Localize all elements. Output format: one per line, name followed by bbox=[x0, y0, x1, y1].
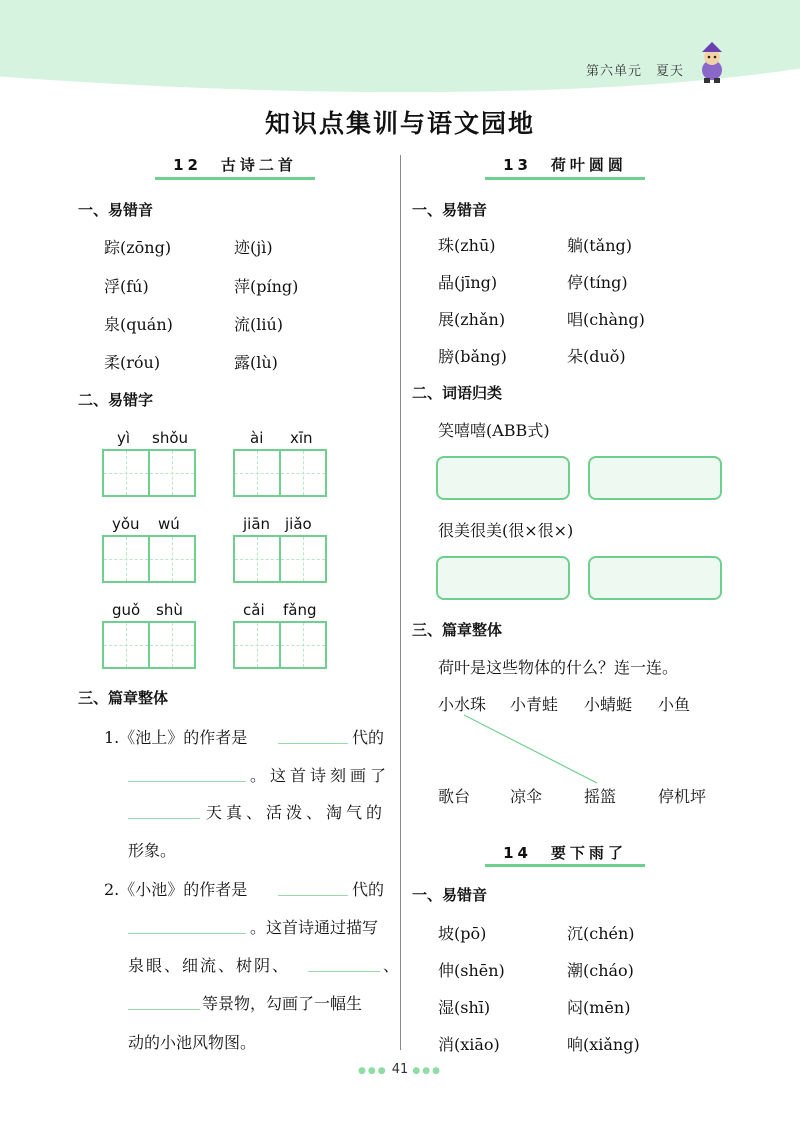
page-number bbox=[0, 1062, 800, 1077]
dots-decoration: ●●● bbox=[358, 1066, 388, 1076]
left-sec1-item: 流(liú) bbox=[234, 315, 284, 334]
right-sec4-item: 湿(shī) bbox=[438, 998, 491, 1017]
match-top-item[interactable]: 小鱼 bbox=[658, 695, 691, 714]
q2-text: 代的 bbox=[352, 880, 385, 899]
answer-box[interactable] bbox=[436, 556, 570, 600]
right-sec3-head: 三、篇章整体 bbox=[412, 621, 503, 639]
char-write-box[interactable] bbox=[102, 535, 196, 583]
left-sec1-item: 踪(zōng) bbox=[104, 238, 172, 257]
right-sec1-item: 停(tíng) bbox=[567, 273, 628, 292]
char-write-box[interactable] bbox=[102, 621, 196, 669]
char-write-box[interactable] bbox=[233, 621, 327, 669]
pinyin-label: fǎng bbox=[283, 601, 317, 619]
q2-text: 泉眼、细流、树阴、 bbox=[128, 956, 291, 975]
q1-text: 1.《池上》的作者是 bbox=[104, 728, 248, 747]
q1-blank-who[interactable] bbox=[128, 817, 200, 819]
lesson-13-underline bbox=[485, 177, 645, 180]
matching-question: 荷叶是这些物体的什么？连一连。 bbox=[438, 658, 679, 677]
q2-blank-scene2[interactable] bbox=[128, 1008, 200, 1010]
match-bottom-item[interactable]: 凉伞 bbox=[510, 787, 543, 806]
q2-text: 2.《小池》的作者是 bbox=[104, 880, 248, 899]
pinyin-label: xīn bbox=[290, 429, 313, 447]
left-sec1-item: 泉(quán) bbox=[104, 315, 173, 334]
left-sec1-head: 一、易错音 bbox=[78, 201, 154, 219]
pinyin-label: wú bbox=[158, 515, 180, 533]
match-bottom-item[interactable]: 歌台 bbox=[438, 787, 471, 806]
left-sec1-item: 浮(fú) bbox=[104, 277, 149, 296]
match-top-item[interactable]: 小青蛙 bbox=[510, 695, 559, 714]
lesson-13-title: 13 荷叶圆圆 bbox=[503, 156, 627, 174]
lesson-14-underline bbox=[485, 864, 645, 867]
pinyin-label: guǒ bbox=[112, 601, 141, 619]
q2-text: 。这首诗通过描写 bbox=[250, 918, 379, 937]
left-sec1-item: 柔(róu) bbox=[104, 353, 161, 372]
right-sec4-head: 一、易错音 bbox=[412, 886, 488, 904]
lesson-12-underline bbox=[155, 177, 315, 180]
right-sec4-item: 闷(mēn) bbox=[567, 998, 631, 1017]
right-sec1-item: 晶(jīng) bbox=[438, 273, 498, 292]
lesson-12-title: 12 古诗二首 bbox=[173, 156, 297, 174]
pinyin-label: yǒu bbox=[112, 515, 140, 533]
answer-box[interactable] bbox=[588, 456, 722, 500]
page-number-text: 41 bbox=[391, 1062, 409, 1077]
right-sec4-item: 伸(shēn) bbox=[438, 961, 505, 980]
pinyin-label: cǎi bbox=[243, 601, 265, 619]
right-sec1-item: 膀(bǎng) bbox=[438, 347, 507, 366]
answer-box[interactable] bbox=[436, 456, 570, 500]
q1-text: 代的 bbox=[352, 728, 385, 747]
right-sec1-head: 一、易错音 bbox=[412, 201, 488, 219]
pinyin-label: yì bbox=[117, 429, 131, 447]
left-sec1-item: 露(lù) bbox=[234, 353, 278, 372]
q2-blank-poet[interactable] bbox=[128, 932, 246, 934]
q1-blank-author[interactable] bbox=[278, 742, 348, 744]
right-sec4-item: 坡(pō) bbox=[438, 924, 487, 943]
right-sec2-head: 二、词语归类 bbox=[412, 384, 503, 402]
pinyin-label: ài bbox=[250, 429, 264, 447]
right-sec1-item: 朵(duǒ) bbox=[567, 347, 626, 366]
q1-blank-poet[interactable] bbox=[128, 780, 246, 782]
q2-text: 动的小池风物图。 bbox=[128, 1033, 257, 1052]
word-category-2: 很美很美(很×很×) bbox=[438, 521, 574, 540]
dots-decoration: ●●● bbox=[412, 1066, 442, 1076]
right-sec1-item: 躺(tǎng) bbox=[567, 236, 633, 255]
pinyin-label: jiān bbox=[243, 515, 271, 533]
left-sec1-item: 迹(jì) bbox=[234, 238, 273, 257]
char-write-box[interactable] bbox=[102, 449, 196, 497]
char-write-box[interactable] bbox=[233, 535, 327, 583]
right-sec1-item: 唱(chàng) bbox=[567, 310, 645, 329]
right-sec4-item: 潮(cháo) bbox=[567, 961, 634, 980]
pinyin-label: shù bbox=[156, 601, 183, 619]
match-line bbox=[440, 710, 640, 790]
page-title: 知识点集训与语文园地 bbox=[264, 109, 535, 138]
right-sec4-item: 消(xiāo) bbox=[438, 1035, 500, 1054]
header-band bbox=[0, 0, 800, 110]
right-sec1-item: 珠(zhū) bbox=[438, 236, 496, 255]
q2-blank-scene1[interactable] bbox=[308, 970, 380, 972]
pinyin-label: jiǎo bbox=[285, 515, 312, 533]
column-divider bbox=[400, 155, 401, 1050]
q1-text: 。这首诗刻画了 bbox=[250, 766, 391, 785]
mascot-icon bbox=[694, 40, 730, 84]
unit-label: 第六单元 夏天 bbox=[586, 64, 685, 79]
q2-blank-dynasty[interactable] bbox=[278, 894, 348, 896]
left-sec2-head: 二、易错字 bbox=[78, 391, 154, 409]
match-top-item[interactable]: 小蜻蜓 bbox=[584, 695, 633, 714]
pinyin-label: shǒu bbox=[152, 429, 189, 447]
lesson-14-title: 14 要下雨了 bbox=[503, 844, 627, 862]
q1-text: 形象。 bbox=[128, 841, 177, 860]
q2-text: 、 bbox=[383, 956, 400, 975]
left-sec3-head: 三、篇章整体 bbox=[78, 689, 169, 707]
match-bottom-item[interactable]: 停机坪 bbox=[658, 787, 707, 806]
match-top-item[interactable]: 小水珠 bbox=[438, 695, 487, 714]
char-write-box[interactable] bbox=[233, 449, 327, 497]
q2-text: 等景物，勾画了一幅生 bbox=[202, 994, 363, 1013]
right-sec4-item: 响(xiǎng) bbox=[567, 1035, 640, 1054]
q1-text: 天真、活泼、淘气的 bbox=[206, 803, 387, 822]
left-sec1-item: 萍(píng) bbox=[234, 277, 299, 296]
right-sec4-item: 沉(chén) bbox=[567, 924, 635, 943]
right-sec1-item: 展(zhǎn) bbox=[438, 310, 506, 329]
word-category-1: 笑嘻嘻(ABB式) bbox=[438, 421, 550, 440]
answer-box[interactable] bbox=[588, 556, 722, 600]
match-bottom-item[interactable]: 摇篮 bbox=[584, 787, 617, 806]
